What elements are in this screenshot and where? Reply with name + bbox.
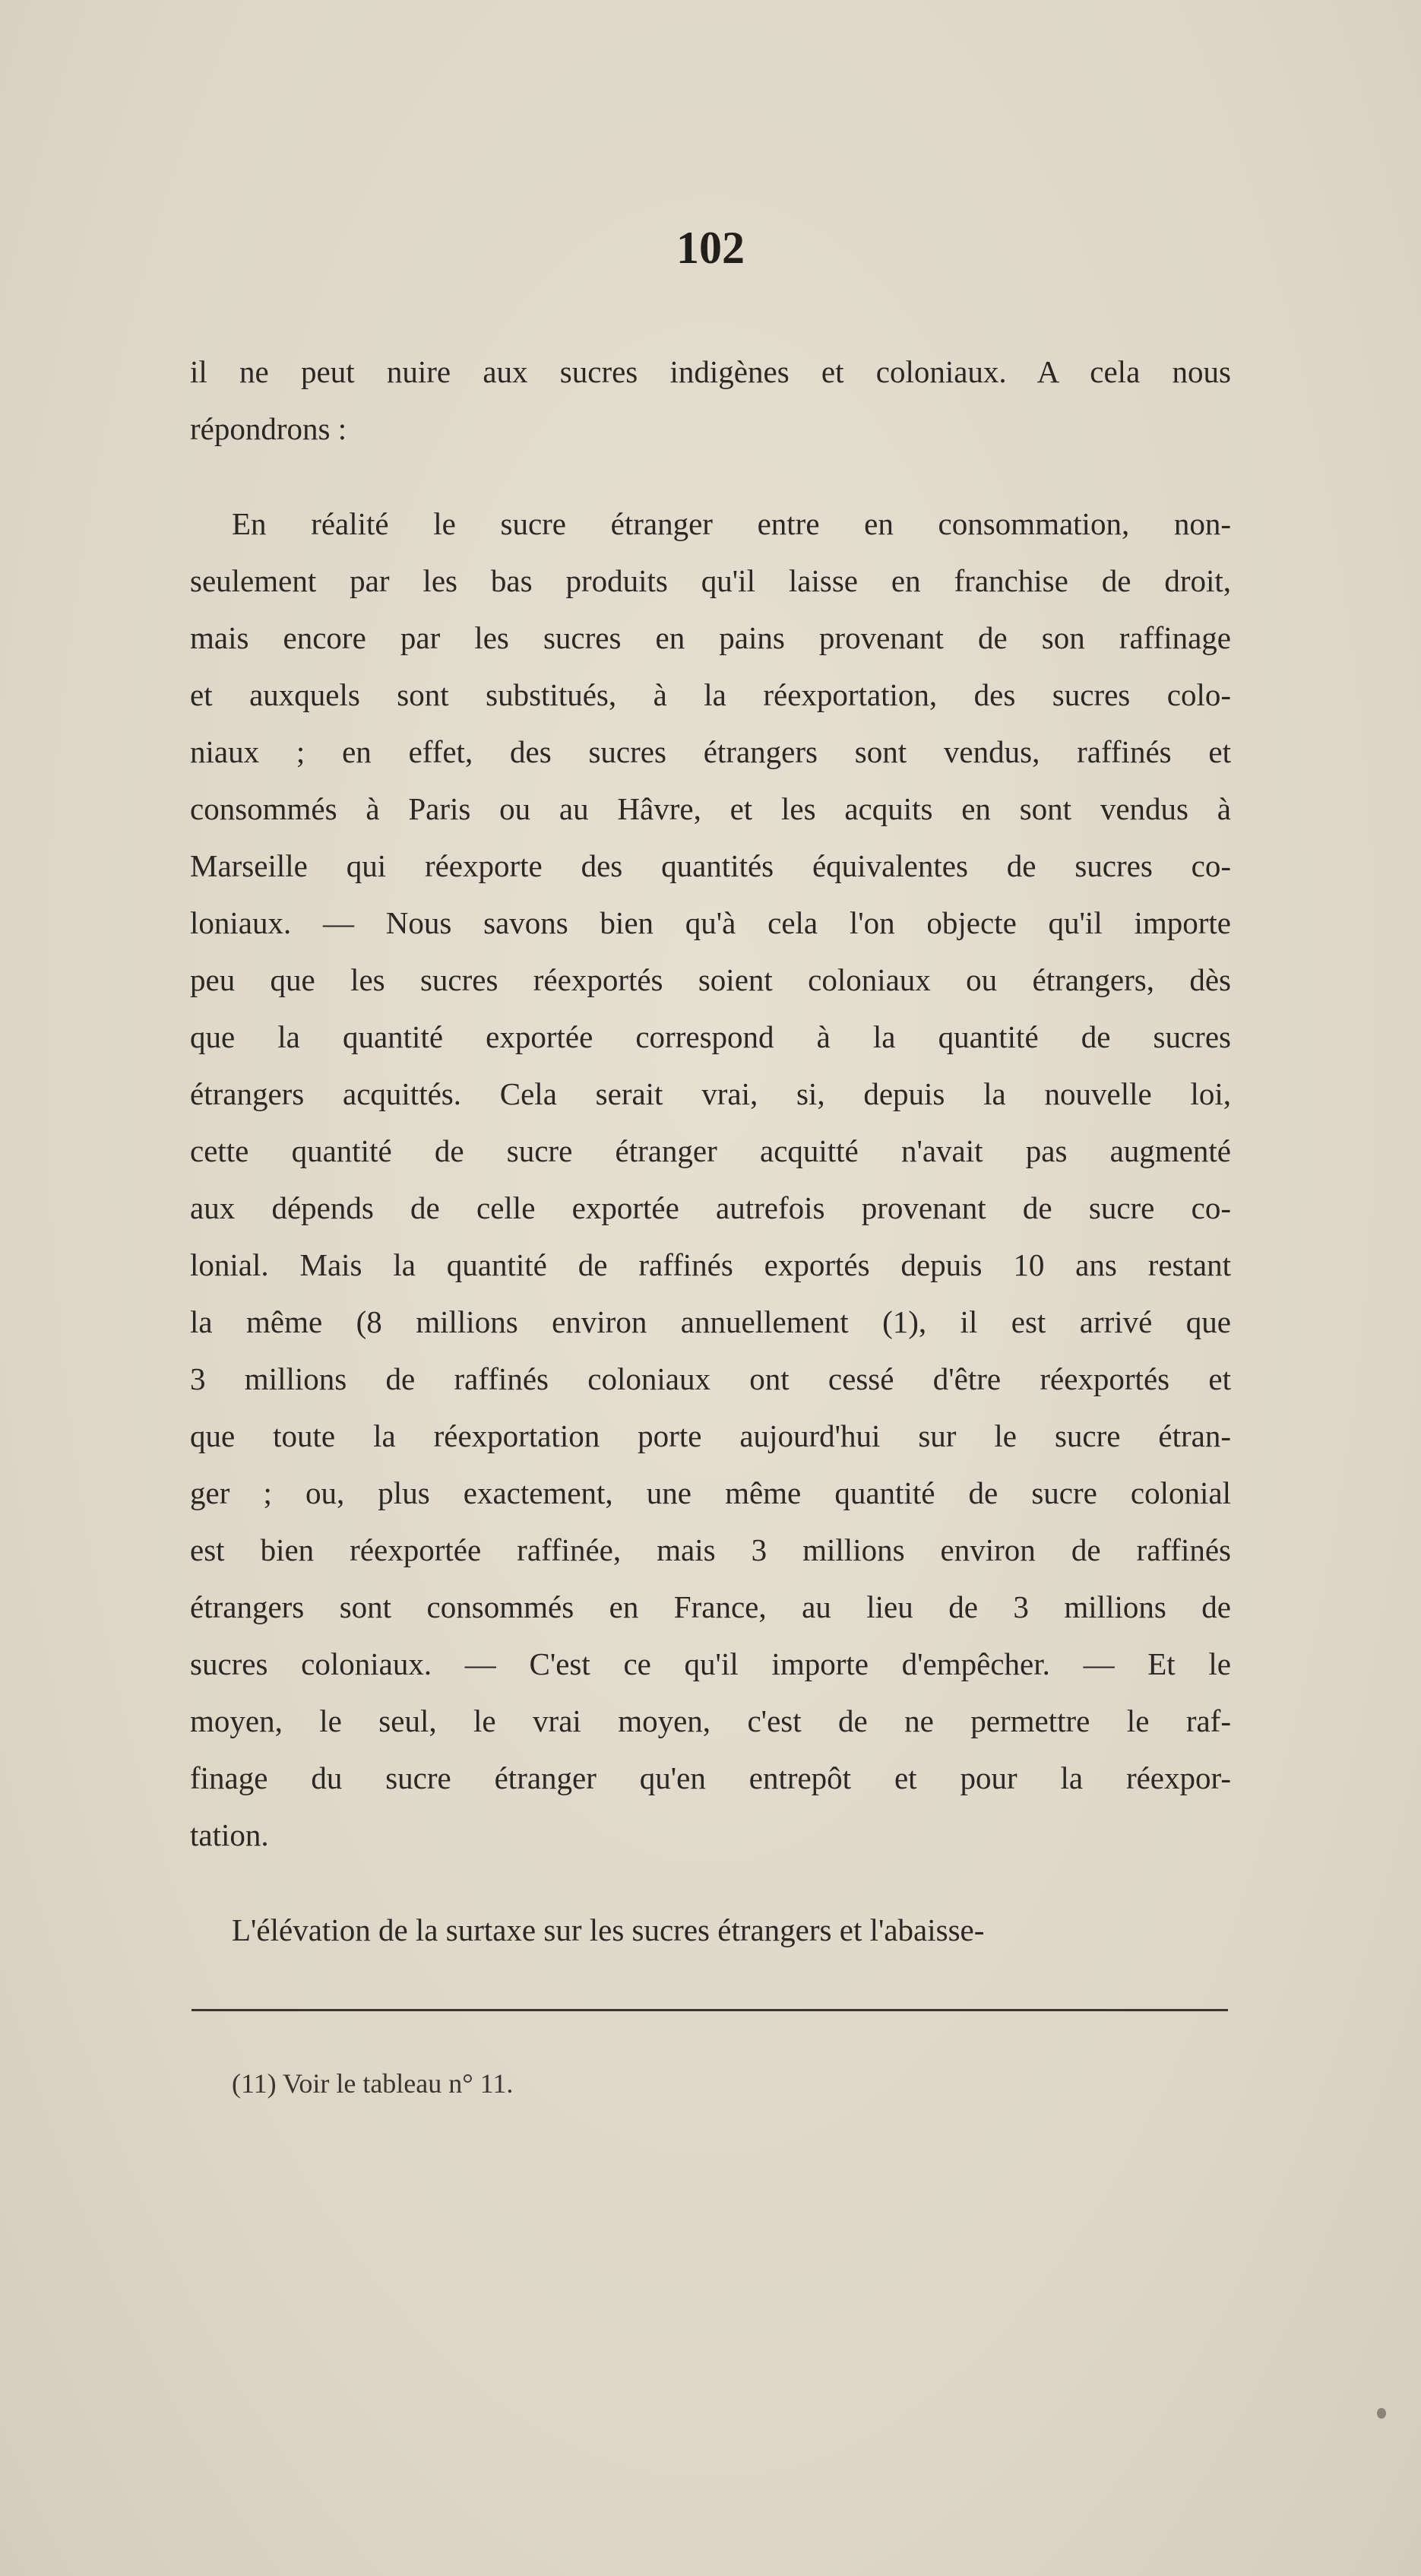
text-line: la même (8 millions environ annuellement (1), il est arrivé que <box>190 1304 1231 1339</box>
text-line: tation. <box>190 1817 269 1852</box>
text-line: niaux ; en effet, des sucres étrangers sont vendus, raffinés et <box>190 734 1231 769</box>
text-line: cette quantité de sucre étranger acquitté n'avait pas augmenté <box>190 1133 1231 1168</box>
text-line: aux dépends de celle exportée autrefois provenant de sucre co- <box>190 1190 1231 1225</box>
text-line: moyen, le seul, le vrai moyen, c'est de ne permettre le raf- <box>190 1703 1231 1738</box>
text-line: L'élévation de la surtaxe sur les sucres étrangers et l'abaisse- <box>232 1912 985 1947</box>
footnote-divider <box>191 2009 1228 2011</box>
text-line: mais encore par les sucres en pains provenant de son raffinage <box>190 620 1231 655</box>
text-line: est bien réexportée raffinée, mais 3 millions environ de raffinés <box>190 1532 1231 1567</box>
text-line: peu que les sucres réexportés soient coloniaux ou étrangers, dès <box>190 962 1231 997</box>
text-line: étrangers sont consommés en France, au lieu de 3 millions de <box>190 1589 1231 1624</box>
paper-speck <box>1377 2408 1386 2419</box>
text-line: que toute la réexportation porte aujourd'hui sur le sucre étran- <box>190 1418 1231 1453</box>
text-line: et auxquels sont substitués, à la réexportation, des sucres colo- <box>190 677 1231 712</box>
text-line: ger ; ou, plus exactement, une même quantité de sucre colonial <box>190 1475 1231 1510</box>
text-line: 3 millions de raffinés coloniaux ont cessé d'être réexportés et <box>190 1361 1231 1396</box>
text-line: loniaux. — Nous savons bien qu'à cela l'on objecte qu'il importe <box>190 905 1231 940</box>
body-text <box>190 344 1231 1959</box>
text-line: seulement par les bas produits qu'il laisse en franchise de droit, <box>190 563 1231 598</box>
text-line: il ne peut nuire aux sucres indigènes et coloniaux. A cela nous <box>190 354 1231 389</box>
text-line: En réalité le sucre étranger entre en consommation, non- <box>232 506 1231 541</box>
paragraph-2 <box>190 496 1231 1864</box>
footnote: (11) Voir le tableau n° 11. <box>232 2068 514 2099</box>
text-line: étrangers acquittés. Cela serait vrai, si, depuis la nouvelle loi, <box>190 1076 1231 1111</box>
text-line: que la quantité exportée correspond à la quantité de sucres <box>190 1019 1231 1054</box>
text-line: consommés à Paris ou au Hâvre, et les acquits en sont vendus à <box>190 791 1231 826</box>
paragraph-1 <box>190 344 1231 458</box>
page-number: 102 <box>676 223 745 273</box>
paragraph-3 <box>190 1902 1231 1959</box>
text-line: répondrons : <box>190 411 347 446</box>
text-line: sucres coloniaux. — C'est ce qu'il importe d'empêcher. — Et le <box>190 1646 1231 1681</box>
text-line: lonial. Mais la quantité de raffinés exportés depuis 10 ans restant <box>190 1247 1231 1282</box>
text-line: Marseille qui réexporte des quantités équivalentes de sucres co- <box>190 848 1231 883</box>
text-line: finage du sucre étranger qu'en entrepôt et pour la réexpor- <box>190 1760 1231 1795</box>
